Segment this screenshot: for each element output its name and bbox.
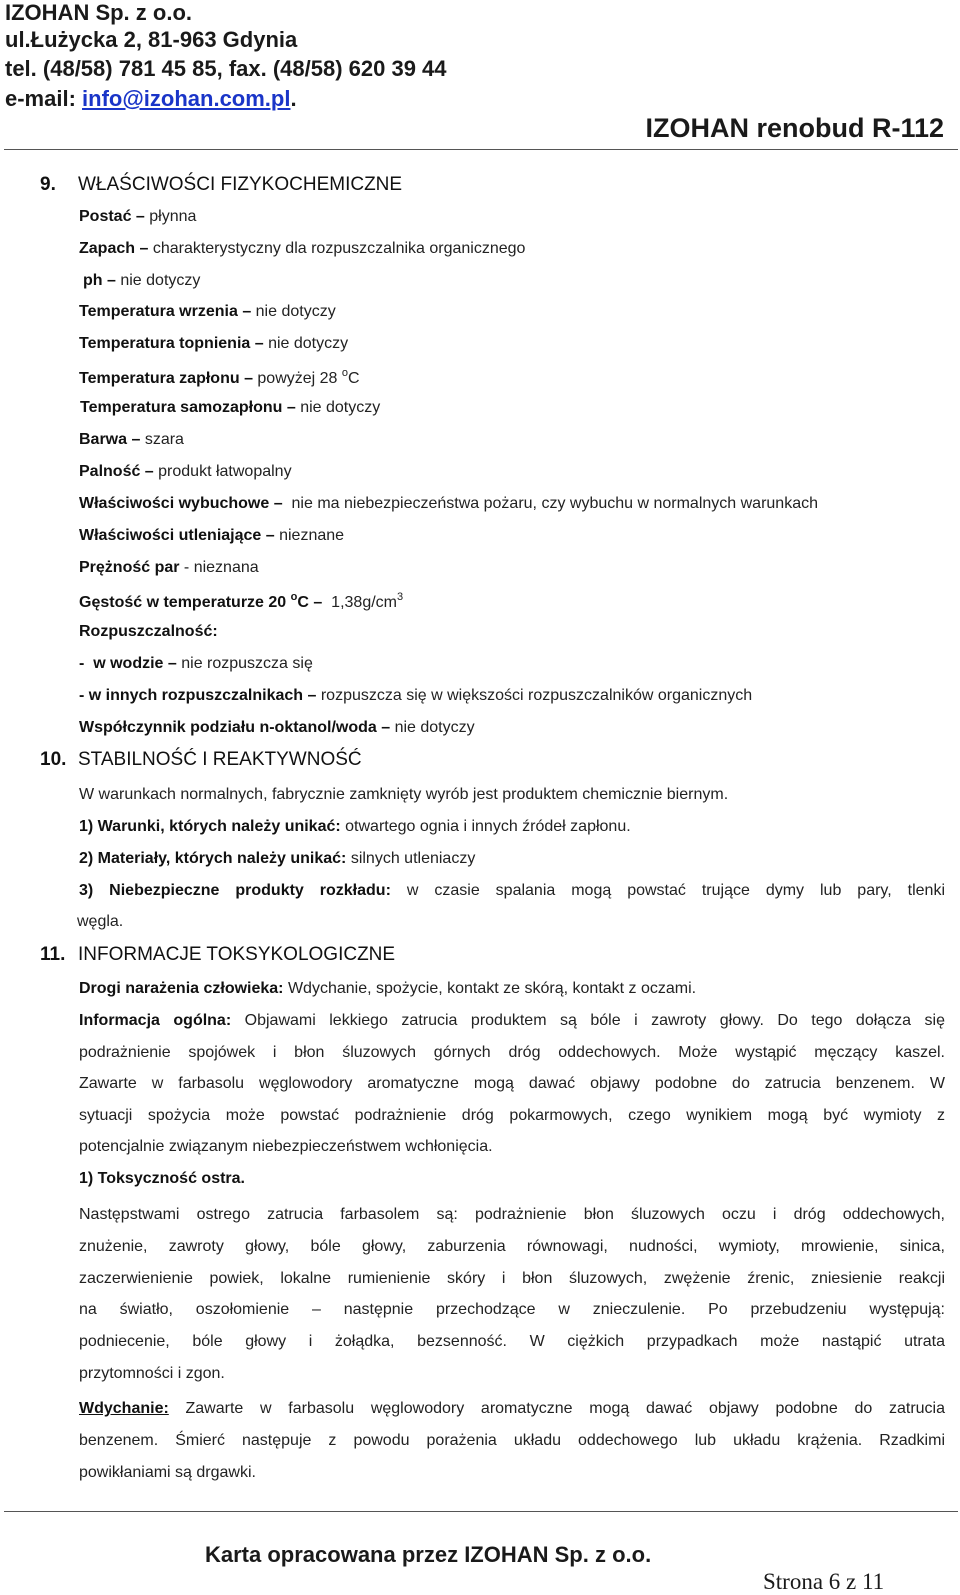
item-value: otwartego ognia i innych źródeł zapłonu.	[345, 818, 631, 835]
exposure-routes	[79, 980, 696, 998]
property-label: Temperatura topnienia –	[79, 335, 269, 352]
section-title: WŁAŚCIWOŚCI FIZYKOCHEMICZNE	[78, 174, 403, 195]
property-value: rozpuszcza się w większości rozpuszczalników organicznych	[320, 687, 753, 704]
property-label: Właściwości utleniające –	[79, 527, 280, 544]
toxicity-line: na światło, oszołomienie – następnie przechodzące w znieczulenie. Po przebudzeniu występują:	[79, 1301, 945, 1318]
property-value: nie dotyczy	[120, 272, 201, 289]
property-value: nie rozpuszcza się	[181, 655, 313, 672]
toxicity-line: zaczerwienienie powiek, lokalne rumienienie skóry i błon śluzowych, zwężenie źrenic, zniesienie reakcji	[79, 1270, 945, 1287]
general-info-line: potencjalnie związanym niebezpieczeństwem wchłonięcia.	[79, 1138, 493, 1155]
general-info-line	[79, 1012, 945, 1030]
section-title: STABILNOŚĆ I REAKTYWNOŚĆ	[78, 749, 362, 770]
header-divider	[4, 149, 958, 150]
general-info-line: sytuacji spożycia może powstać podrażnienie dróg pokarmowych, czego wynikiem mogą być wymioty z	[79, 1107, 945, 1124]
general-info-line: podrażnienie spojówek i błon śluzowych górnych dróg oddechowych. Może wystąpić męczący kaszel.	[79, 1044, 945, 1061]
property-label: Temperatura samozapłonu –	[80, 399, 301, 416]
item-label: 3) Niebezpieczne produkty rozkładu:	[79, 882, 407, 899]
property-value: nie ma niebezpieczeństwa pożaru, czy wybuchu w normalnych warunkach	[291, 495, 818, 512]
property-density	[79, 591, 403, 612]
property-value: nie dotyczy	[300, 399, 381, 416]
toxicity-line: podniecenie, bóle głowy i żołądka, bezsenność. W ciężkich przypadkach może nastąpić utrata	[79, 1333, 945, 1350]
property-label: Rozpuszczalność:	[79, 623, 218, 640]
section-10-heading	[40, 749, 362, 771]
property-value: nie dotyczy	[255, 303, 336, 320]
property-value: 1,38g/cm	[331, 594, 397, 611]
item-value: w czasie spalania mogą powstać trujące dymy lub pary, tlenki	[406, 882, 945, 899]
degree-unit: C –	[297, 594, 332, 611]
property-label: Prężność par	[79, 559, 180, 576]
item-label: 1) Warunki, których należy unikać:	[79, 818, 346, 835]
property-form	[79, 208, 196, 226]
property-oxidizing	[79, 527, 344, 545]
acute-toxicity-title: 1) Toksyczność ostra.	[79, 1170, 245, 1187]
inhalation-line	[79, 1400, 945, 1418]
property-color	[79, 431, 184, 449]
inhalation-line: benzenem. Śmierć następuje z powodu porażenia układu oddechowego lub układu krążenia. Rzadkimi	[79, 1432, 945, 1449]
item-label: Wdychanie:	[79, 1400, 169, 1417]
property-label: - w wodzie –	[79, 655, 182, 672]
footer-divider	[4, 1511, 958, 1512]
property-boiling	[79, 303, 336, 321]
section-number: 11.	[40, 944, 66, 965]
item-label: 2) Materiały, których należy unikać:	[79, 850, 351, 867]
property-vapor-pressure	[79, 559, 259, 577]
degree-sup: o	[290, 591, 298, 603]
page-number: Strona 6 z 11	[763, 1569, 885, 1594]
property-label: Właściwości wybuchowe –	[79, 495, 292, 512]
item-label: Informacja ogólna:	[79, 1012, 245, 1029]
property-water-solubility	[79, 655, 313, 673]
section-9-heading	[40, 174, 402, 196]
property-explosive	[79, 495, 818, 513]
property-label: Temperatura zapłonu –	[79, 370, 258, 387]
email-link[interactable]: info@izohan.com.pl	[82, 86, 291, 111]
section-title: INFORMACJE TOKSYKOLOGICZNE	[78, 944, 396, 965]
company-name: IZOHAN Sp. z o.o.	[5, 0, 192, 25]
general-info-line: Zawarte w farbasolu węglowodory aromatyczne mogą dawać objawy podobne do zatrucia benzenem. W	[79, 1075, 945, 1092]
cube-sup: 3	[396, 591, 404, 603]
property-label: Gęstość w temperaturze 20	[79, 594, 291, 611]
property-value: nieznane	[279, 527, 345, 544]
property-label: ph –	[83, 272, 121, 289]
property-value: powyżej 28	[257, 370, 342, 387]
item-value: Wdychanie, spożycie, kontakt ze skórą, kontakt z oczami.	[287, 980, 697, 997]
property-label: - w innych rozpuszczalnikach –	[79, 687, 321, 704]
property-label: Palność –	[79, 463, 159, 480]
item-value: Zawarte w farbasolu węglowodory aromatyczne mogą dawać objawy podobne do zatrucia	[168, 1400, 945, 1417]
section-number: 9.	[40, 174, 56, 195]
property-flashpoint	[79, 367, 360, 388]
item-label: Drogi narażenia człowieka:	[79, 980, 288, 997]
property-value: charakterystyczny dla rozpuszczalnika organicznego	[152, 240, 526, 257]
stability-item-3	[79, 882, 945, 900]
property-other-solvents	[79, 687, 752, 705]
property-value: nie dotyczy	[394, 719, 475, 736]
property-autoignition	[80, 399, 380, 417]
property-melting	[79, 335, 348, 353]
company-email-line	[5, 86, 297, 112]
property-odor	[79, 240, 525, 258]
property-flammability	[79, 463, 292, 481]
property-value: płynna	[149, 208, 197, 225]
stability-item-1	[79, 818, 631, 836]
inhalation-line: powikłaniami są drgawki.	[79, 1464, 256, 1481]
footer-text: Karta opracowana przez IZOHAN Sp. z o.o.	[205, 1542, 652, 1567]
company-address: ul.Łużycka 2, 81-963 Gdynia	[5, 27, 298, 52]
property-solubility	[79, 623, 218, 641]
property-value: nie dotyczy	[268, 335, 349, 352]
degree-sup: o	[341, 367, 349, 379]
toxicity-line: przytomności i zgon.	[79, 1365, 225, 1382]
company-phone: tel. (48/58) 781 45 85, fax. (48/58) 620 39 44	[5, 56, 447, 81]
property-value: produkt łatwopalny	[158, 463, 292, 480]
property-label: Barwa –	[79, 431, 145, 448]
property-partition	[79, 719, 475, 737]
toxicity-line: Następstwami ostrego zatrucia farbasolem są: podrażnienie błon śluzowych oczu i dróg oddechowych,	[79, 1206, 945, 1223]
section-number: 10.	[40, 749, 67, 770]
stability-paragraph: W warunkach normalnych, fabrycznie zamknięty wyrób jest produktem chemicznie biernym.	[79, 786, 729, 803]
property-value: - nieznana	[179, 559, 259, 576]
email-suffix: .	[290, 86, 297, 111]
property-value: szara	[144, 431, 184, 448]
product-name: IZOHAN renobud R-112	[645, 113, 944, 143]
toxicity-line: znużenie, zawroty głowy, bóle głowy, zaburzenia równowagi, nudności, wymioty, mrowienie, sinica,	[79, 1238, 945, 1255]
property-label: Zapach –	[79, 240, 153, 257]
item-value: Objawami lekkiego zatrucia produktem są bóle i zawroty głowy. Do tego dołącza się	[244, 1012, 945, 1029]
property-ph	[83, 272, 200, 290]
stability-item-2	[79, 850, 475, 868]
property-label: Współczynnik podziału n-oktanol/woda –	[79, 719, 395, 736]
stability-item-3-cont: węgla.	[77, 913, 124, 930]
property-label: Temperatura wrzenia –	[79, 303, 256, 320]
email-label: e-mail:	[5, 86, 83, 111]
item-value: silnych utleniaczy	[350, 850, 476, 867]
section-11-heading	[40, 944, 395, 966]
property-label: Postać –	[79, 208, 150, 225]
degree-unit: C	[348, 370, 360, 387]
